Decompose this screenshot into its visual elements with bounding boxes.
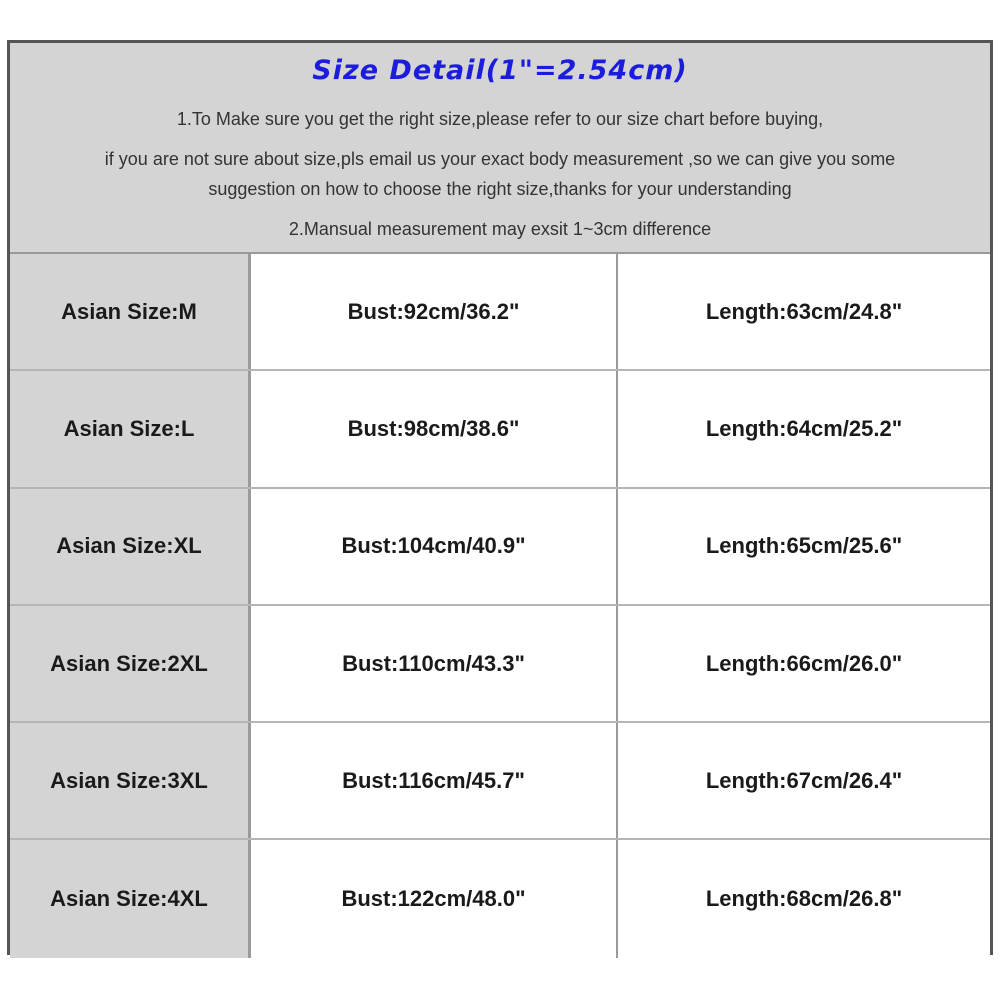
length-cell: Length:65cm/25.6" bbox=[618, 489, 990, 604]
size-label-cell: Asian Size:XL bbox=[10, 489, 251, 604]
table-row bbox=[10, 840, 990, 957]
size-table bbox=[10, 254, 990, 958]
table-row bbox=[10, 723, 990, 840]
note-line-2: if you are not sure about size,pls email us your exact body measurement ,so we can give you some bbox=[104, 149, 896, 169]
length-cell: Length:68cm/26.8" bbox=[618, 840, 990, 957]
table-row bbox=[10, 489, 990, 606]
size-chart-title: Size Detail(1"=2.54cm) bbox=[312, 55, 688, 86]
size-chart-header bbox=[10, 43, 990, 254]
note-line-4: 2.Mansual measurement may exsit 1~3cm difference bbox=[288, 219, 712, 239]
size-label-cell: Asian Size:2XL bbox=[10, 606, 251, 721]
bust-cell: Bust:98cm/38.6" bbox=[251, 371, 618, 486]
bust-cell: Bust:116cm/45.7" bbox=[251, 723, 618, 838]
bust-cell: Bust:110cm/43.3" bbox=[251, 606, 618, 721]
length-cell: Length:63cm/24.8" bbox=[618, 254, 990, 369]
bust-cell: Bust:122cm/48.0" bbox=[251, 840, 618, 957]
length-cell: Length:66cm/26.0" bbox=[618, 606, 990, 721]
length-cell: Length:67cm/26.4" bbox=[618, 723, 990, 838]
table-row bbox=[10, 371, 990, 488]
size-label-cell: Asian Size:3XL bbox=[10, 723, 251, 838]
bust-cell: Bust:104cm/40.9" bbox=[251, 489, 618, 604]
note-line-1: 1.To Make sure you get the right size,please refer to our size chart before buying, bbox=[176, 109, 824, 129]
size-label-cell: Asian Size:4XL bbox=[10, 840, 251, 957]
table-row bbox=[10, 254, 990, 371]
bust-cell: Bust:92cm/36.2" bbox=[251, 254, 618, 369]
table-row bbox=[10, 606, 990, 723]
size-chart-frame bbox=[7, 40, 993, 955]
size-label-cell: Asian Size:M bbox=[10, 254, 251, 369]
size-label-cell: Asian Size:L bbox=[10, 371, 251, 486]
note-line-3: suggestion on how to choose the right size,thanks for your understanding bbox=[208, 179, 792, 199]
length-cell: Length:64cm/25.2" bbox=[618, 371, 990, 486]
